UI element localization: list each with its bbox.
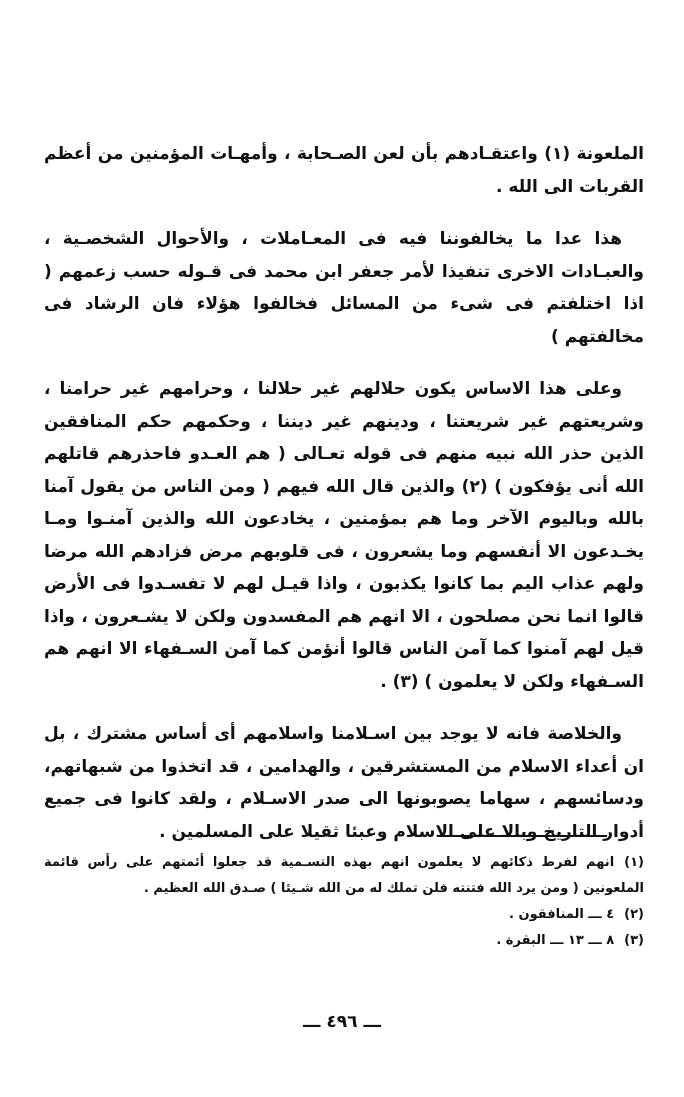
footnote-2-mark: (٢) bbox=[624, 907, 644, 922]
footnote-2 bbox=[44, 902, 644, 928]
footnote-1-mark: (١) bbox=[624, 855, 644, 870]
footnote-3-text: ٨ ـــ ١٣ ـــ البقرة . bbox=[496, 933, 615, 948]
page-number: ـــ ٤٩٦ ـــ bbox=[303, 1012, 381, 1032]
footnote-3-mark: (٣) bbox=[624, 933, 644, 948]
footnote-separator bbox=[437, 835, 607, 837]
paragraph-4: والخلاصة فانه لا يوجد بين اسـلامنا واسلامهم أى أساس مشترك ، بل ان أعداء الاسلام من المستشرقين ، والهدامين ، قد اتخذوا من شبهاتهم، ودسائسهم ، سهاما يصوبونها الى صدر الاسـلام ، ولقد كانوا فى جميع أدوار التاريخ وبالا على الاسلام وعبئا ثقيلا على المسلمين . bbox=[44, 724, 644, 842]
paragraph-1: الملعونة (١) واعتقـادهم بأن لعن الصـحابة ، وأمهـات المؤمنين من أعظم القربات الى الله . bbox=[44, 144, 644, 197]
paragraph-3: وعلى هذا الاساس يكون حلالهم غير حلالنا ، وحرامهم غير حرامنا ، وشريعتهم غير شريعتنا ، ودينهم غير ديننا ، وحكمهم حكم المنافقين الذين حذر الله نبيه منهم فى قوله تعـالى ( هم العـدو فاحذرهم قاتلهم الله أنى يؤفكون ) (٢) والذين قال الله فيهم ( ومن الناس من يقول آمنا بالله وباليوم الآخر وما هم بمؤمنين ، يخادعون الله والذين آمنـوا ومـا يخـدعون الا أنفسهم وما يشعرون ، فى قلوبهم مرض فزادهم الله مرضا ولهم عذاب اليم بما كانوا يكذبون ، واذا قيـل لهم لا تفسـدوا فى الأرض قالوا انما نحن مصلحون ، الا انهم هم المفسدون ولكن لا يشـعرون ، واذا قيل لهم آمنوا كما آمن الناس قالوا أنؤمن كما آمن السـفهاء الا انهم هم السـفهاء ولكن لا يعلمون ) (٣) . bbox=[44, 379, 645, 692]
paragraph-2: هذا عدا ما يخالفوننا فيه فى المعـاملات ، والأحوال الشخصـية ، والعبـادات الاخرى تنفيذا لأمر جعفر ابن محمد فى قـوله حسب زعمهم ( اذا اختلفتم فى شىء من المسائل فخالفوا هؤلاء فان الرشاد فى مخالفتهم ) bbox=[44, 229, 644, 347]
footnote-1-text: انهم لفرط ذكائهم لا يعلمون انهم بهذه التسـمية قد جعلوا أئمتهم على رأس قائمة الملعونين ( ومن يرد الله فتنته فلن تملك له من الله شـيئا ) صـدق الله العظيم . bbox=[44, 855, 644, 896]
footnote-3 bbox=[44, 928, 644, 954]
footnotes bbox=[44, 850, 644, 954]
footnote-2-text: ٤ ـــ المنافقون . bbox=[509, 907, 615, 922]
footnote-1 bbox=[44, 850, 644, 902]
main-text bbox=[44, 138, 644, 868]
